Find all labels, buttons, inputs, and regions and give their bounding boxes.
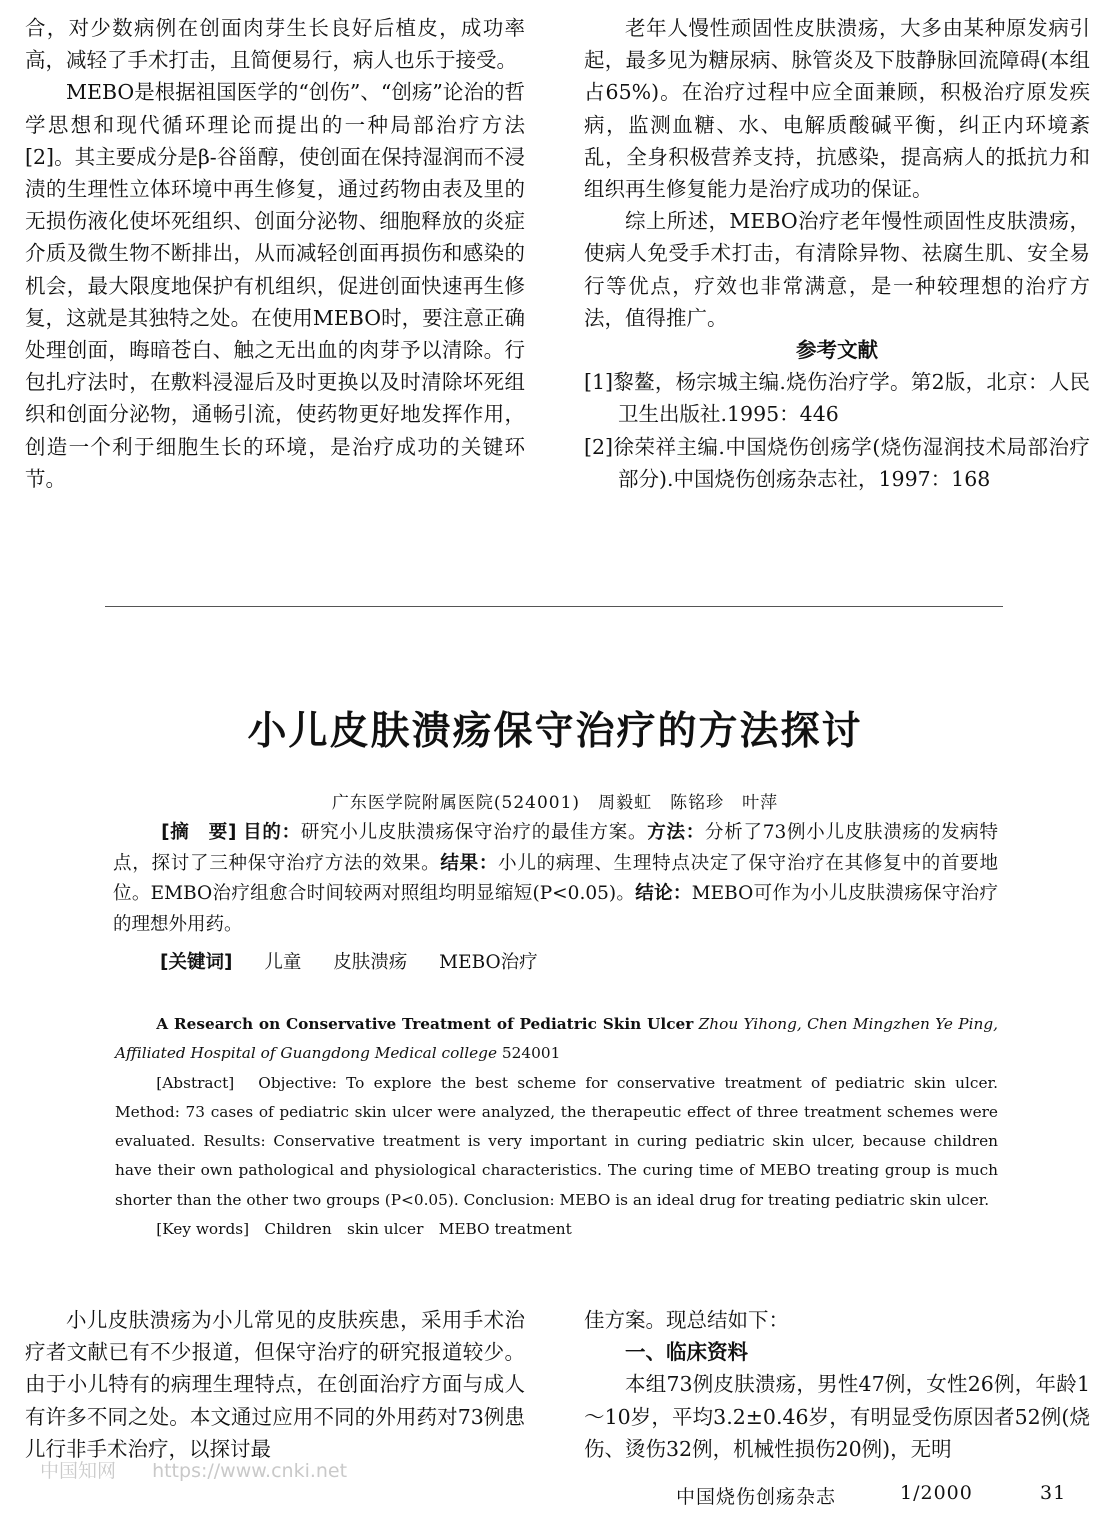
- english-authors: Zhou Yihong, Chen Mingzhen Ye Ping, Affiliated Hospital of Guangdong Medical college: [115, 1015, 998, 1063]
- english-abstract-text: [Abstract] Objective: To explore the best scheme for conservative treatment of pediatric skin ulcer. Method: 73 cases of pediatric skin ulcer were analyzed, the therapeutic effect of three treatment schemes were evaluated. Results: Conservative treatment is very important in curing pediatric skin ulcer, because children have their own pathological and physiological characteristics. The curing time of MEBO treating group is much shorter than the other two groups (P<0.05). Conclusion: MEBO is an ideal drug for treating pediatric skin ulcer.: [115, 1073, 998, 1209]
- reference-item: [2]徐荣祥主编.中国烧伤创疡学(烧伤湿润技术局部治疗部分).中国烧伤创疡杂志社，1997：168: [584, 434, 1090, 491]
- article-title: 小儿皮肤溃疡保守治疗的方法探讨: [247, 709, 863, 754]
- paragraph: MEBO是根据祖国医学的“创伤”、“创疡”论治的哲学思想和现代循环理论而提出的一种局部治疗方法[2]。其主要成分是β-谷甾醇，使创面在保持湿润而不浸渍的生理性立体环境中再生修复，通过药物由表及里的无损伤液化使坏死组织、创面分泌物、细胞释放的炎症介质及微生物不断排出，从而减轻创面再损伤和感染的机会，最大限度地保护有机组织，促进创面快速再生修复，这就是其独特之处。在使用MEBO时，要注意正确处理创面，晦暗苍白、触之无出血的肉芽予以清除。行包扎疗法时，在敷料浸湿后及时更换以及时清除坏死组织和创面分泌物，通畅引流，使药物更好地发挥作用，创造一个利于细胞生长的环境，是治疗成功的关键环节。: [25, 80, 525, 491]
- footer-journal-name: 中国烧伤创疡杂志: [676, 1486, 837, 1508]
- keyword: 皮肤溃疡: [333, 952, 408, 973]
- objective-label: 目的：: [243, 822, 301, 843]
- english-keywords: [Key words] Children skin ulcer MEBO treatment: [156, 1220, 572, 1239]
- page-number: 31: [1040, 1482, 1067, 1504]
- author-line: 广东医学院附属医院(524001) 周毅虹 陈铭珍 叶萍: [331, 793, 779, 813]
- references-heading: 参考文献: [796, 338, 878, 363]
- paragraph: 合，对少数病例在创面肉芽生长良好后植皮，成功率高，减轻了手术打击，且简便易行，病人也乐于接受。: [25, 16, 525, 73]
- paragraph: 本组73例皮肤溃疡，男性47例，女性26例，年龄1～10岁，平均3.2±0.46岁，有明显受伤原因者52例(烧伤、烫伤32例，机械性损伤20例)，无明: [584, 1372, 1090, 1461]
- article-body-left-column: [25, 1304, 525, 1465]
- watermark-url: https://www.cnki.net: [152, 1460, 348, 1482]
- method-text: 分析了73例小儿皮肤溃疡的发病特点，探讨了三种保守治疗方法的效果。: [113, 822, 998, 874]
- chinese-abstract: [113, 818, 998, 940]
- english-postcode: 524001: [501, 1044, 561, 1063]
- article-divider: [105, 606, 1003, 607]
- cnki-watermark: [40, 1456, 377, 1483]
- watermark-brand: 中国知网: [40, 1460, 117, 1482]
- reference-item: [1]黎鳌，杨宗城主编.烧伤治疗学。第2版，北京：人民卫生出版社.1995：446: [584, 370, 1090, 427]
- paragraph: 老年人慢性顽固性皮肤溃疡，大多由某种原发病引起，最多见为糖尿病、脉管炎及下肢静脉回流障碍(本组占65%)。在治疗过程中应全面兼顾，积极治疗原发疾病，监测血糖、水、电解质酸碱平衡，纠正内环境紊乱，全身积极营养支持，抗感染，提高病人的抵抗力和组织再生修复能力是治疗成功的保证。: [584, 16, 1090, 202]
- english-abstract: [115, 1010, 998, 1244]
- chinese-keywords: [160, 948, 564, 974]
- keyword: MEBO治疗: [439, 952, 538, 973]
- article-body-right-column: [584, 1304, 1090, 1465]
- result-label: 结果：: [440, 852, 499, 874]
- conclusion-label: 结论：: [635, 883, 692, 904]
- conclusion-text: MEBO可作为小儿皮肤溃疡保守治疗的理想外用药。: [113, 883, 998, 935]
- section-heading: 一、临床资料: [625, 1340, 748, 1365]
- objective-text: 研究小儿皮肤溃疡保守治疗的最佳方案。: [300, 822, 648, 843]
- keywords-tag: [关键词]: [160, 952, 233, 973]
- paragraph: 小儿皮肤溃疡为小儿常见的皮肤疾患，采用手术治疗者文献已有不少报道，但保守治疗的研究报道较少。由于小儿特有的病理生理特点，在创面治疗方面与成人有许多不同之处。本文通过应用不同的外用药对73例患儿行非手术治疗，以探讨最: [25, 1308, 525, 1461]
- previous-article-right-column: [584, 12, 1090, 495]
- method-label: 方法：: [647, 822, 705, 843]
- paragraph: 佳方案。现总结如下：: [584, 1308, 789, 1332]
- english-title: A Research on Conservative Treatment of Pediatric Skin Ulcer: [156, 1015, 694, 1033]
- abstract-tag: [摘 要]: [161, 822, 237, 843]
- result-text: 小儿的病理、生理特点决定了保守治疗在其修复中的首要地位。EMBO治疗组愈合时间较两对照组均明显缩短(P<0.05)。: [113, 852, 998, 904]
- previous-article-left-column: [25, 12, 525, 495]
- paragraph: 综上所述，MEBO治疗老年慢性顽固性皮肤溃疡，使病人免受手术打击，有清除异物、祛腐生肌、安全易行等优点，疗效也非常满意，是一种较理想的治疗方法，值得推广。: [584, 209, 1090, 330]
- keyword: 儿童: [264, 952, 302, 973]
- footer-issue: 1/2000: [900, 1482, 973, 1504]
